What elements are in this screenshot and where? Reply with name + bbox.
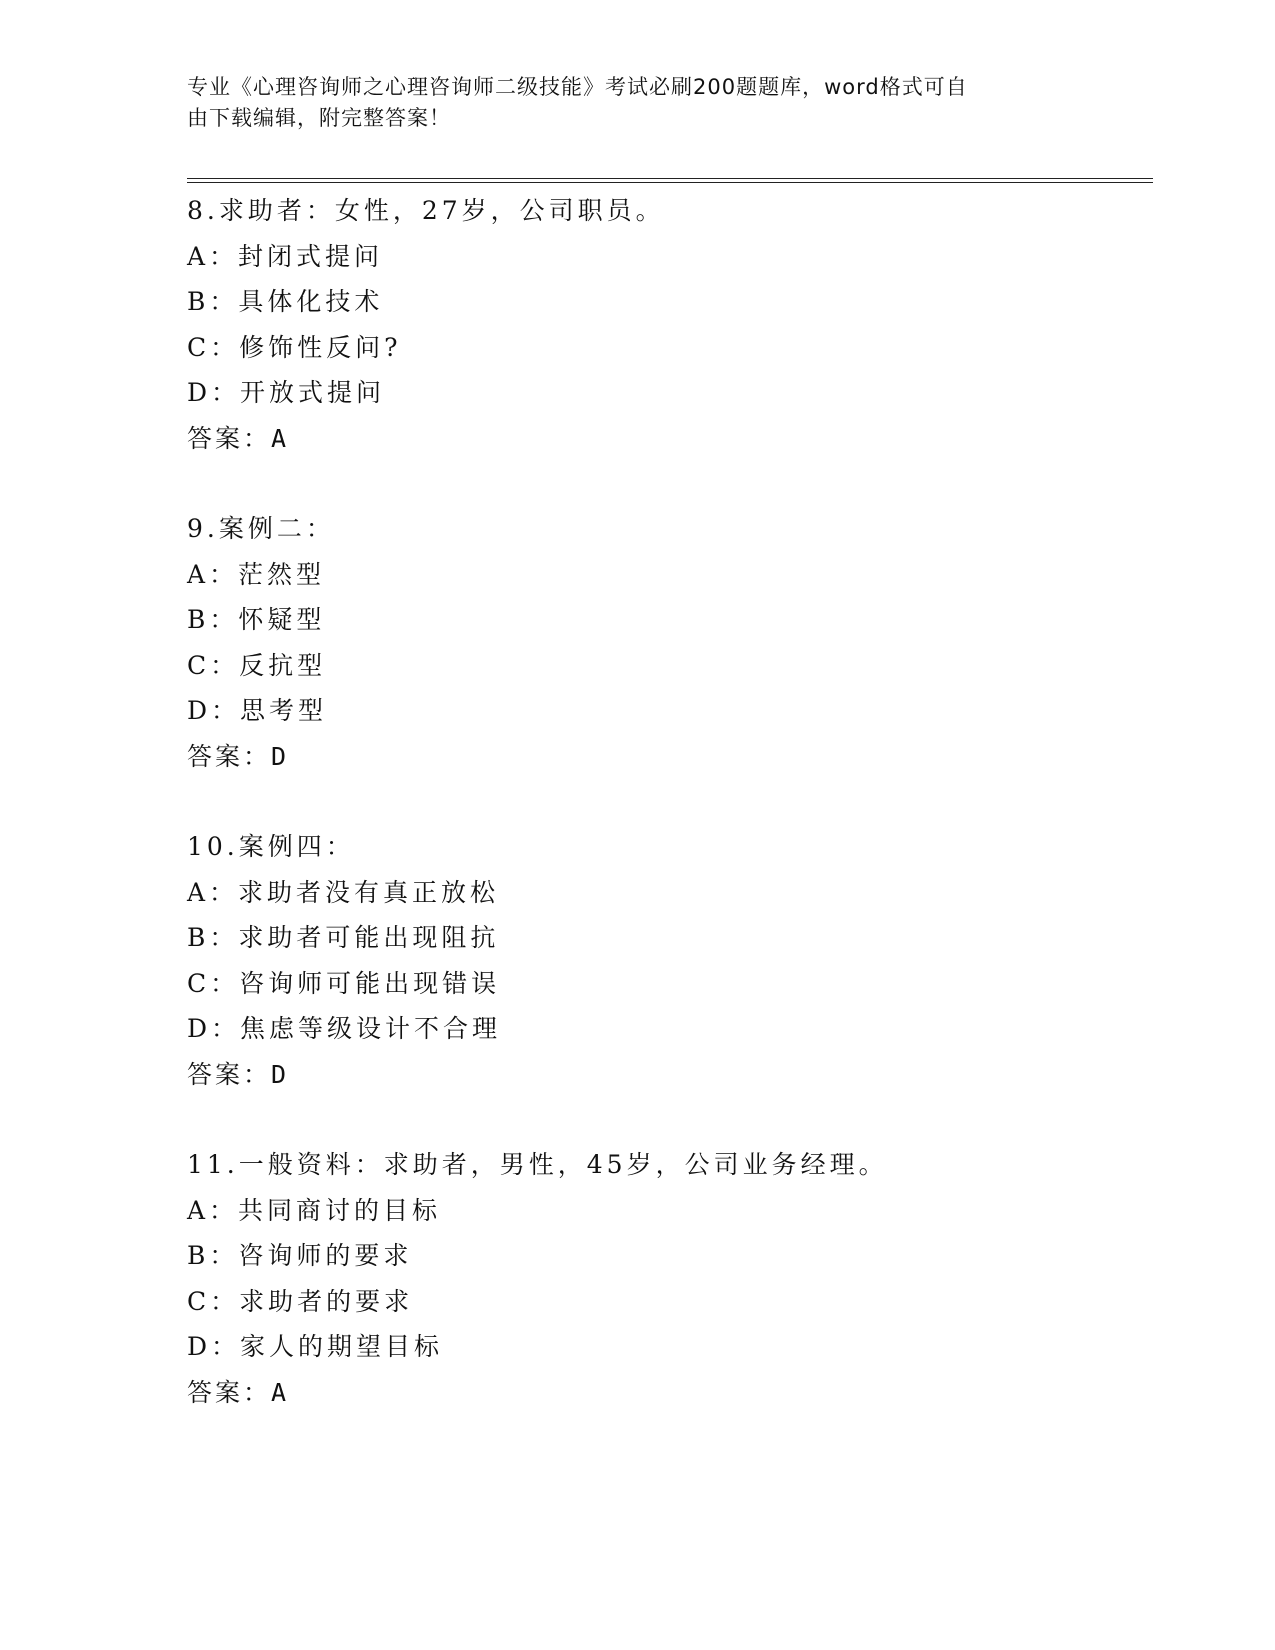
option-c: C：求助者的要求 xyxy=(187,1286,414,1316)
question-block xyxy=(187,824,1087,1098)
option-a: A：求助者没有真正放松 xyxy=(187,877,500,907)
option-a: A：封闭式提问 xyxy=(187,241,384,271)
question-block xyxy=(187,506,1087,780)
question-block xyxy=(187,1142,1087,1416)
answer-line xyxy=(187,1052,1087,1098)
answer-value: A xyxy=(271,1377,290,1407)
option-a: A：茫然型 xyxy=(187,559,326,589)
option-d: D：焦虑等级设计不合理 xyxy=(187,1014,502,1044)
option-d: D：家人的期望目标 xyxy=(187,1332,444,1362)
question-stem: 9.案例二： xyxy=(187,514,335,543)
document-header xyxy=(187,72,1067,134)
answer-value: D xyxy=(271,741,290,771)
option-c: C：咨询师可能出现错误 xyxy=(187,968,501,998)
answer-label: 答案： xyxy=(187,1377,272,1407)
answer-value: D xyxy=(271,1059,290,1089)
answer-line xyxy=(187,734,1087,780)
option-c: C：修饰性反问? xyxy=(187,332,402,362)
option-c: C：反抗型 xyxy=(187,650,327,680)
option-b: B：咨询师的要求 xyxy=(187,1241,413,1271)
question-stem: 11.一般资料：求助者，男性，45岁，公司业务经理。 xyxy=(187,1150,888,1179)
option-a: A：共同商讨的目标 xyxy=(187,1195,442,1225)
option-d: D：开放式提问 xyxy=(187,378,386,408)
header-line-1: 专业《心理咨询师之心理咨询师二级技能》考试必刷200题题库，word格式可自 xyxy=(187,75,968,99)
answer-label: 答案： xyxy=(187,1059,272,1089)
header-divider-top xyxy=(187,178,1153,179)
answer-line xyxy=(187,416,1087,462)
header-line-2: 由下载编辑，附完整答案！ xyxy=(187,106,451,130)
option-b: B：求助者可能出现阻抗 xyxy=(187,923,500,953)
answer-line xyxy=(187,1370,1087,1416)
option-b: B：怀疑型 xyxy=(187,605,326,635)
header-divider-bottom xyxy=(187,182,1153,183)
answer-label: 答案： xyxy=(187,423,272,453)
question-block xyxy=(187,188,1087,462)
question-stem: 8.求助者：女性，27岁，公司职员。 xyxy=(187,196,665,225)
answer-label: 答案： xyxy=(187,741,272,771)
option-b: B：具体化技术 xyxy=(187,287,384,317)
answer-value: A xyxy=(271,423,290,453)
option-d: D：思考型 xyxy=(187,696,328,726)
question-stem: 10.案例四： xyxy=(187,832,355,861)
